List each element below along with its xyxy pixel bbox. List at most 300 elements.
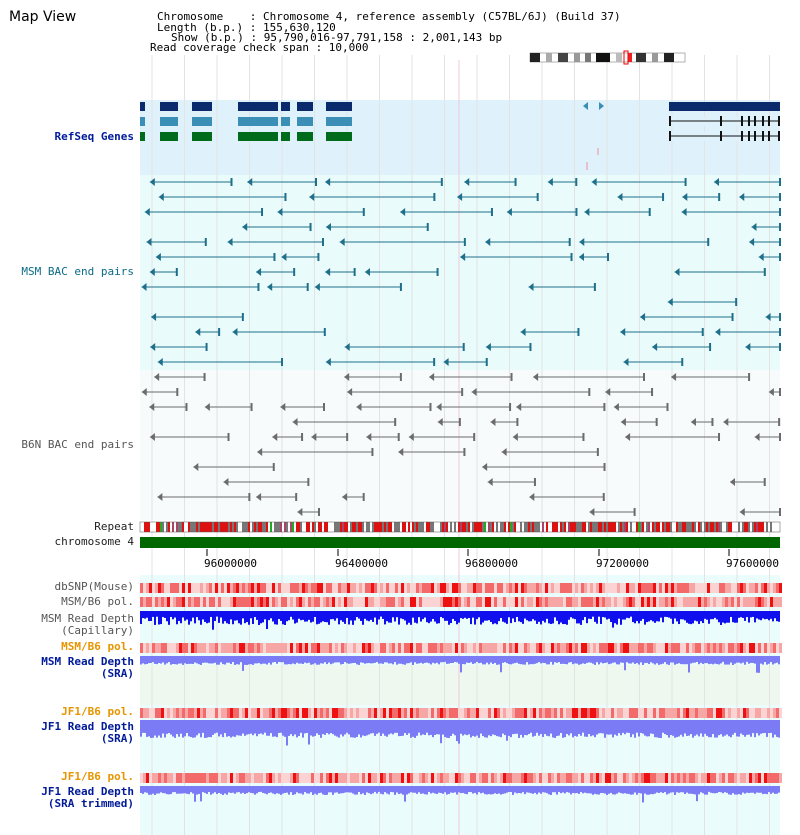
read-depth-bar (604, 611, 606, 618)
repeat-mark (330, 522, 332, 532)
read-depth-bar (630, 656, 632, 664)
read-depth-bar (330, 786, 332, 792)
polymorphism-heat (173, 708, 176, 718)
polymorphism-heat (242, 708, 245, 718)
read-depth-bar (334, 656, 336, 662)
read-depth-bar (500, 656, 502, 672)
polymorphism-heat (515, 773, 518, 783)
read-depth-bar (310, 786, 312, 792)
polymorphism-heat (614, 643, 617, 653)
read-depth-bar (504, 611, 506, 623)
polymorphism-heat (515, 583, 518, 593)
polymorphism-heat (191, 708, 194, 718)
read-depth-bar (756, 611, 758, 618)
polymorphism-heat (251, 597, 254, 607)
read-depth-bar (750, 656, 752, 663)
polymorphism-heat (770, 597, 773, 607)
polymorphism-heat (479, 708, 482, 718)
repeat-mark (660, 522, 662, 532)
polymorphism-heat (356, 708, 359, 718)
read-depth-bar (176, 656, 178, 664)
polymorphism-heat (743, 583, 746, 593)
read-depth-bar (198, 656, 200, 664)
read-depth-bar (334, 611, 336, 621)
polymorphism-heat (446, 583, 449, 593)
read-depth-bar (708, 656, 710, 664)
repeat-mark (286, 522, 288, 532)
polymorphism-heat (257, 583, 260, 593)
polymorphism-heat (623, 643, 626, 653)
repeat-mark (770, 522, 772, 532)
polymorphism-heat (233, 583, 236, 593)
polymorphism-heat (158, 773, 161, 783)
read-depth-bar (302, 786, 304, 795)
polymorphism-heat (311, 773, 314, 783)
polymorphism-heat (416, 643, 419, 653)
polymorphism-heat (356, 583, 359, 593)
repeat-mark (602, 522, 604, 532)
gene-exon (281, 102, 290, 111)
read-depth-bar (706, 786, 708, 795)
read-depth-bar (554, 720, 556, 738)
polymorphism-heat (539, 583, 542, 593)
polymorphism-heat (143, 643, 146, 653)
read-depth-bar (712, 786, 714, 793)
polymorphism-heat (554, 597, 557, 607)
polymorphism-heat (629, 708, 632, 718)
read-depth-bar (778, 786, 780, 793)
read-depth-bar (146, 786, 148, 793)
repeat-mark (308, 522, 310, 532)
msm-bac-end (433, 358, 435, 366)
polymorphism-heat (551, 597, 554, 607)
read-depth-bar (708, 720, 710, 737)
polymorphism-heat (155, 708, 158, 718)
polymorphism-heat (770, 583, 773, 593)
polymorphism-heat (623, 773, 626, 783)
repeat-mark (460, 522, 462, 532)
read-depth-bar (170, 656, 172, 665)
polymorphism-heat (764, 597, 767, 607)
polymorphism-heat (629, 583, 632, 593)
polymorphism-heat (686, 597, 689, 607)
polymorphism-heat (431, 773, 434, 783)
polymorphism-heat (692, 773, 695, 783)
polymorphism-heat (605, 597, 608, 607)
read-depth-bar (370, 786, 372, 794)
read-depth-bar (560, 720, 562, 733)
read-depth-bar (318, 611, 320, 624)
polymorphism-heat (182, 643, 185, 653)
repeat-mark (366, 522, 368, 532)
polymorphism-heat (224, 708, 227, 718)
polymorphism-heat (452, 708, 455, 718)
polymorphism-heat (713, 708, 716, 718)
polymorphism-heat (470, 708, 473, 718)
polymorphism-heat (425, 597, 428, 607)
polymorphism-heat (719, 773, 722, 783)
repeat-mark (756, 522, 758, 532)
polymorphism-heat (320, 708, 323, 718)
polymorphism-heat (590, 597, 593, 607)
read-depth-bar (204, 656, 206, 663)
read-depth-bar (710, 720, 712, 737)
repeat-mark (678, 522, 680, 532)
polymorphism-heat (767, 708, 770, 718)
polymorphism-heat (359, 597, 362, 607)
polymorphism-heat (632, 773, 635, 783)
polymorphism-heat (284, 708, 287, 718)
read-depth-bar (760, 656, 762, 664)
b6n-bac-end (651, 388, 653, 396)
repeat-mark (594, 522, 596, 532)
track-label-msm-bac[interactable]: MSM BAC end pairs (21, 265, 134, 278)
read-depth-bar (486, 656, 488, 663)
repeat-mark (768, 522, 770, 532)
gene-exon (192, 117, 212, 126)
polymorphism-heat (341, 597, 344, 607)
polymorphism-heat (590, 773, 593, 783)
polymorphism-heat (503, 583, 506, 593)
polymorphism-heat (245, 773, 248, 783)
polymorphism-heat (248, 708, 251, 718)
polymorphism-heat (755, 643, 758, 653)
read-depth-bar (350, 611, 352, 621)
polymorphism-heat (620, 597, 623, 607)
read-depth-bar (724, 611, 726, 623)
b6n-bac-end (363, 493, 365, 501)
polymorphism-heat (590, 583, 593, 593)
read-depth-bar (230, 611, 232, 619)
msm-bac-end (261, 208, 263, 216)
read-depth-bar (684, 720, 686, 733)
polymorphism-heat (638, 773, 641, 783)
polymorphism-heat (230, 643, 233, 653)
read-depth-bar (148, 786, 150, 795)
read-depth-bar (586, 720, 588, 737)
msm-bac-end (779, 343, 781, 351)
repeat-mark (384, 522, 386, 532)
polymorphism-heat (350, 643, 353, 653)
polymorphism-heat (323, 773, 326, 783)
read-depth-bar (270, 786, 272, 793)
polymorphism-heat (521, 643, 524, 653)
polymorphism-heat (476, 773, 479, 783)
repeat-mark (718, 522, 720, 532)
polymorphism-heat (464, 708, 467, 718)
read-depth-bar (270, 611, 272, 618)
read-depth-bar (158, 720, 160, 736)
read-depth-bar (658, 656, 660, 665)
repeat-mark (148, 522, 150, 532)
read-depth-bar (364, 720, 366, 736)
polymorphism-heat (470, 597, 473, 607)
polymorphism-heat (185, 708, 188, 718)
polymorphism-heat (452, 597, 455, 607)
polymorphism-heat (596, 643, 599, 653)
polymorphism-heat (644, 773, 647, 783)
read-depth-bar (182, 786, 184, 793)
read-depth-bar (500, 786, 502, 795)
polymorphism-heat (752, 773, 755, 783)
polymorphism-heat (386, 708, 389, 718)
read-depth-bar (332, 611, 334, 619)
polymorphism-heat (701, 643, 704, 653)
read-depth-bar (764, 786, 766, 794)
read-depth-bar (348, 611, 350, 624)
read-depth-bar (690, 720, 692, 734)
read-depth-bar (558, 786, 560, 792)
read-depth-bar (456, 786, 458, 795)
read-depth-bar (336, 611, 338, 618)
read-depth-bar (526, 720, 528, 735)
read-depth-bar (680, 611, 682, 619)
polymorphism-heat (458, 643, 461, 653)
polymorphism-heat (689, 583, 692, 593)
polymorphism-heat (428, 583, 431, 593)
polymorphism-heat (248, 583, 251, 593)
repeat-mark (762, 522, 764, 532)
read-depth-bar (514, 656, 516, 663)
track-label-b6n-bac[interactable]: B6N BAC end pairs (21, 438, 134, 451)
read-depth-bar (748, 786, 750, 793)
polymorphism-heat (182, 583, 185, 593)
read-depth-bar (604, 720, 606, 738)
polymorphism-heat (671, 708, 674, 718)
read-depth-bar (208, 611, 210, 623)
polymorphism-heat (314, 583, 317, 593)
repeat-mark (648, 522, 650, 532)
polymorphism-heat (704, 597, 707, 607)
polymorphism-heat (452, 643, 455, 653)
polymorphism-heat (296, 597, 299, 607)
polymorphism-heat (659, 597, 662, 607)
read-depth-bar (172, 611, 174, 619)
read-depth-bar (332, 786, 334, 795)
polymorphism-heat (698, 708, 701, 718)
read-depth-bar (766, 720, 768, 737)
polymorphism-heat (164, 597, 167, 607)
b6n-bac-end (461, 388, 463, 396)
polymorphism-heat (458, 583, 461, 593)
polymorphism-heat (563, 708, 566, 718)
polymorphism-heat (419, 643, 422, 653)
b6n-bac-end (603, 403, 605, 411)
polymorphism-heat (542, 773, 545, 783)
polymorphism-heat (311, 643, 314, 653)
polymorphism-heat (335, 643, 338, 653)
read-depth-bar (520, 720, 522, 735)
read-depth-bar (334, 720, 336, 736)
read-depth-bar (216, 611, 218, 617)
read-depth-bar (232, 786, 234, 793)
read-depth-bar (654, 656, 656, 664)
polymorphism-heat (344, 643, 347, 653)
b6n-bac-end (779, 388, 781, 396)
polymorphism-heat (455, 773, 458, 783)
read-depth-bar (288, 720, 290, 736)
read-depth-bar (320, 656, 322, 663)
repeat-mark (558, 522, 560, 532)
read-depth-bar (320, 720, 322, 738)
read-depth-bar (696, 656, 698, 662)
polymorphism-heat (290, 773, 293, 783)
polymorphism-heat (473, 708, 476, 718)
read-depth-bar (462, 611, 464, 619)
read-depth-bar (684, 786, 686, 794)
read-depth-bar (678, 720, 680, 736)
polymorphism-heat (626, 643, 629, 653)
read-depth-bar (530, 656, 532, 664)
polymorphism-heat (293, 583, 296, 593)
read-depth-bar (662, 720, 664, 733)
polymorphism-heat (317, 708, 320, 718)
polymorphism-heat (215, 643, 218, 653)
polymorphism-heat (329, 597, 332, 607)
polymorphism-heat (461, 773, 464, 783)
polymorphism-heat (674, 583, 677, 593)
gene-exon (768, 116, 770, 126)
read-depth-bar (556, 656, 558, 663)
read-depth-bar (650, 720, 652, 734)
read-depth-bar (738, 720, 740, 737)
polymorphism-heat (323, 583, 326, 593)
read-depth-bar (188, 611, 190, 625)
read-depth-bar (620, 656, 622, 663)
repeat-mark (700, 522, 702, 532)
repeat-mark (214, 522, 216, 532)
read-depth-bar (550, 611, 552, 624)
polymorphism-heat (737, 583, 740, 593)
read-depth-bar (368, 656, 370, 663)
read-depth-bar (224, 786, 226, 794)
read-depth-bar (310, 720, 312, 735)
read-depth-bar (442, 611, 444, 618)
read-depth-bar (522, 720, 524, 737)
polymorphism-heat (731, 643, 734, 653)
polymorphism-heat (470, 643, 473, 653)
read-depth-bar (360, 656, 362, 662)
polymorphism-heat (764, 583, 767, 593)
polymorphism-heat (749, 643, 752, 653)
repeat-mark (494, 522, 496, 532)
read-depth-bar (244, 720, 246, 736)
read-depth-bar (328, 611, 330, 625)
polymorphism-heat (404, 597, 407, 607)
polymorphism-heat (593, 643, 596, 653)
polymorphism-heat (278, 643, 281, 653)
read-depth-bar (598, 720, 600, 733)
polymorphism-heat (470, 583, 473, 593)
polymorphism-heat (338, 643, 341, 653)
read-depth-bar (692, 786, 694, 794)
b6n-bac-end (656, 418, 658, 426)
read-depth-bar (542, 656, 544, 663)
polymorphism-heat (434, 708, 437, 718)
repeat-mark (164, 522, 166, 532)
read-depth-bar (140, 611, 142, 624)
read-depth-bar (594, 786, 596, 794)
polymorphism-heat (497, 583, 500, 593)
read-depth-bar (778, 611, 780, 622)
read-depth-bar (726, 786, 728, 793)
read-depth-bar (558, 611, 560, 624)
polymorphism-heat (662, 583, 665, 593)
read-depth-bar (344, 656, 346, 662)
polymorphism-heat (347, 597, 350, 607)
polymorphism-heat (740, 597, 743, 607)
read-depth-bar (690, 656, 692, 663)
polymorphism-heat (674, 643, 677, 653)
read-depth-bar (696, 786, 698, 801)
repeat-mark (382, 522, 384, 532)
read-depth-bar (772, 656, 774, 664)
read-depth-bar (472, 786, 474, 794)
msm-bac-end (218, 328, 220, 336)
read-depth-bar (666, 611, 668, 617)
read-depth-bar (200, 720, 202, 737)
read-depth-bar (606, 656, 608, 662)
read-depth-bar (256, 786, 258, 793)
read-depth-bar (568, 611, 570, 620)
polymorphism-heat (218, 773, 221, 783)
polymorphism-heat (443, 708, 446, 718)
read-depth-bar (220, 611, 222, 618)
polymorphism-heat (719, 643, 722, 653)
polymorphism-heat (440, 643, 443, 653)
repeat-mark (204, 522, 206, 532)
read-depth-bar (542, 786, 544, 792)
read-depth-bar (746, 656, 748, 662)
polymorphism-heat (446, 597, 449, 607)
read-depth-bar (314, 786, 316, 794)
read-depth-bar (356, 611, 358, 617)
read-depth-bar (236, 611, 238, 620)
polymorphism-heat (218, 643, 221, 653)
repeat-mark (430, 522, 432, 532)
polymorphism-heat (326, 708, 329, 718)
read-depth-bar (766, 656, 768, 665)
track-label-refseq[interactable]: RefSeq Genes (54, 130, 134, 143)
polymorphism-heat (392, 708, 395, 718)
read-depth-bar (460, 656, 462, 672)
polymorphism-heat (368, 597, 371, 607)
read-depth-bar (194, 720, 196, 737)
repeat-mark (160, 522, 162, 532)
read-depth-bar (440, 611, 442, 617)
polymorphism-heat (497, 773, 500, 783)
read-depth-bar (736, 656, 738, 663)
read-depth-bar (704, 656, 706, 663)
read-depth-bar (282, 656, 284, 662)
repeat-mark (620, 522, 622, 532)
read-depth-bar (430, 786, 432, 793)
read-depth-bar (634, 656, 636, 664)
read-depth-bar (534, 786, 536, 793)
track-label-msm-pol-1: MSM/B6 pol. (61, 595, 134, 608)
repeat-mark (564, 522, 566, 532)
polymorphism-heat (524, 583, 527, 593)
polymorphism-heat (593, 583, 596, 593)
read-depth-bar (340, 786, 342, 793)
polymorphism-heat (392, 583, 395, 593)
polymorphism-heat (533, 583, 536, 593)
ideogram-band (596, 53, 610, 62)
repeat-mark (596, 522, 598, 532)
read-depth-bar (488, 656, 490, 664)
read-depth-bar (320, 786, 322, 793)
read-depth-bar (310, 656, 312, 665)
